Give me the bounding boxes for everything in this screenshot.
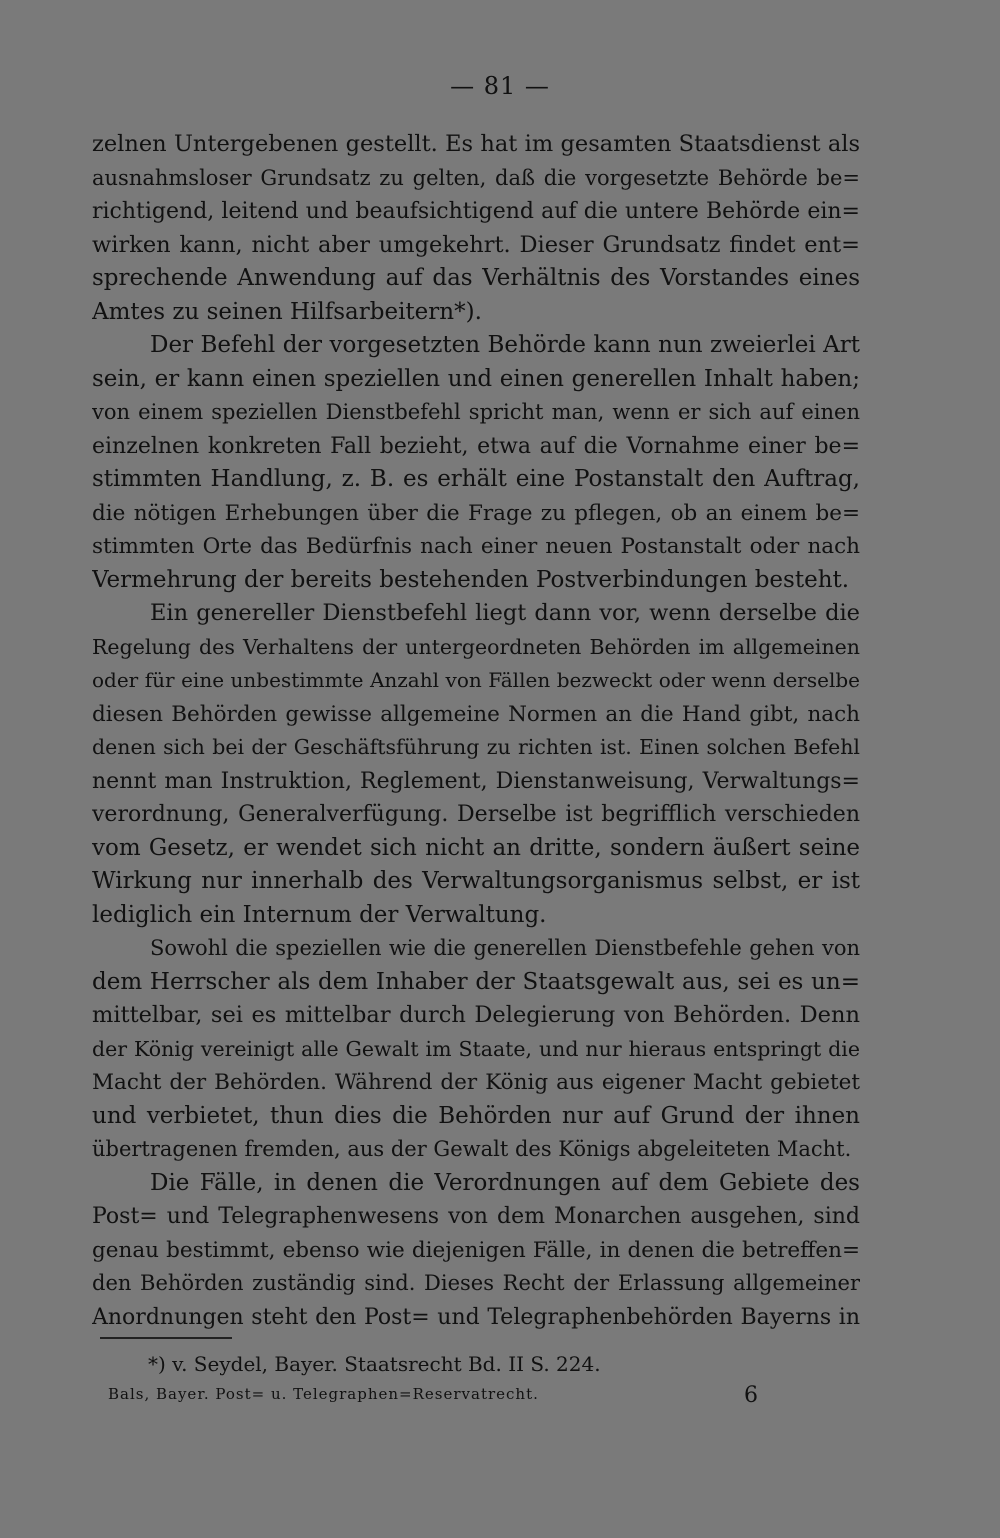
text-line: sprechende Anwendung auf das Verhältnis des Vorstandes eines (92, 265, 860, 291)
text-line: stimmten Handlung, z. B. es erhält eine Postanstalt den Auftrag, (92, 466, 860, 492)
text-line: nennt man Instruktion, Reglement, Dienstanweisung, Verwaltungs= (92, 768, 860, 794)
signature-line: Bals, Bayer. Post= u. Telegraphen=Reservatrecht. (108, 1385, 539, 1403)
text-line: einzelnen konkreten Fall bezieht, etwa auf die Vornahme einer be= (92, 433, 860, 459)
text-line: Macht der Behörden. Während der König aus eigener Macht gebietet (92, 1070, 860, 1095)
body-text (92, 128, 860, 1334)
text-line: dem Herrscher als dem Inhaber der Staatsgewalt aus, sei es un= (92, 968, 860, 995)
paragraph-2 (92, 329, 860, 597)
text-line: vom Gesetz, er wendet sich nicht an dritte, sondern äußert seine (92, 834, 860, 861)
paragraph-5 (92, 1167, 860, 1335)
text-line: der König vereinigt alle Gewalt im Staate, und nur hieraus entspringt die (92, 1036, 860, 1061)
text-line: von einem speziellen Dienstbefehl spricht man, wenn er sich auf einen (92, 400, 860, 424)
text-line: genau bestimmt, ebenso wie diejenigen Fälle, in denen die betreffen= (92, 1237, 860, 1263)
text-line: Wirkung nur innerhalb des Verwaltungsorganismus selbst, er ist (92, 868, 860, 894)
text-line: lediglich ein Internum der Verwaltung. (92, 901, 547, 928)
text-line: sein, er kann einen speziellen und einen generellen Inhalt haben; (92, 365, 860, 392)
text-line: Vermehrung der bereits bestehenden Postverbindungen besteht. (92, 566, 850, 593)
text-line: diesen Behörden gewisse allgemeine Normen an die Hand gibt, nach (92, 701, 860, 727)
text-line: Amtes zu seinen Hilfsarbeitern*). (92, 298, 482, 325)
text-line: richtigend, leitend und beaufsichtigend auf die untere Behörde ein= (92, 199, 860, 224)
text-line: stimmten Orte das Bedürfnis nach einer neuen Postanstalt oder nach (92, 534, 860, 559)
paragraph-4 (92, 932, 860, 1167)
paragraph-1 (92, 128, 860, 329)
sheet-signature: 6 (744, 1383, 758, 1408)
text-line: mittelbar, sei es mittelbar durch Delegierung von Behörden. Denn (92, 1002, 860, 1028)
text-line: verordnung, Generalverfügung. Derselbe ist begrifflich verschieden (92, 802, 860, 827)
text-line: Post= und Telegraphenwesens von dem Monarchen ausgehen, sind (92, 1204, 860, 1229)
text-line: Regelung des Verhaltens der untergeordneten Behörden im allgemeinen (92, 634, 860, 659)
footnote-rule (100, 1337, 232, 1339)
text-line: Sowohl die speziellen wie die generellen Dienstbefehle gehen von (150, 936, 860, 960)
text-line: übertragenen fremden, aus der Gewalt des Königs abgeleiteten Macht. (92, 1137, 852, 1161)
page-number: — 81 — (450, 72, 550, 100)
text-line: den Behörden zuständig sind. Dieses Recht der Erlassung allgemeiner (92, 1271, 860, 1295)
text-line: die nötigen Erhebungen über die Frage zu pflegen, ob an einem be= (92, 500, 860, 526)
text-line: Die Fälle, in denen die Verordnungen auf dem Gebiete des (150, 1169, 860, 1196)
text-line: Anordnungen steht den Post= und Telegraphenbehörden Bayerns in (92, 1304, 860, 1330)
text-line: denen sich bei der Geschäftsführung zu richten ist. Einen solchen Befehl (92, 735, 860, 759)
text-line: und verbietet, thun dies die Behörden nur auf Grund der ihnen (92, 1102, 860, 1129)
text-line: ausnahmsloser Grundsatz zu gelten, daß die vorgesetzte Behörde be= (92, 165, 860, 190)
text-line: Der Befehl der vorgesetzten Behörde kann nun zweierlei Art (150, 332, 860, 358)
text-line: oder für eine unbestimmte Anzahl von Fällen bezweckt oder wenn derselbe (92, 668, 860, 692)
footnote: *) v. Seydel, Bayer. Staatsrecht Bd. II S. 224. (148, 1352, 601, 1376)
paragraph-3 (92, 597, 860, 932)
text-line: zelnen Untergebenen gestellt. Es hat im gesamten Staatsdienst als (92, 131, 860, 157)
text-line: wirken kann, nicht aber umgekehrt. Dieser Grundsatz findet ent= (92, 231, 860, 258)
text-line: Ein genereller Dienstbefehl liegt dann vor, wenn derselbe die (150, 600, 860, 626)
